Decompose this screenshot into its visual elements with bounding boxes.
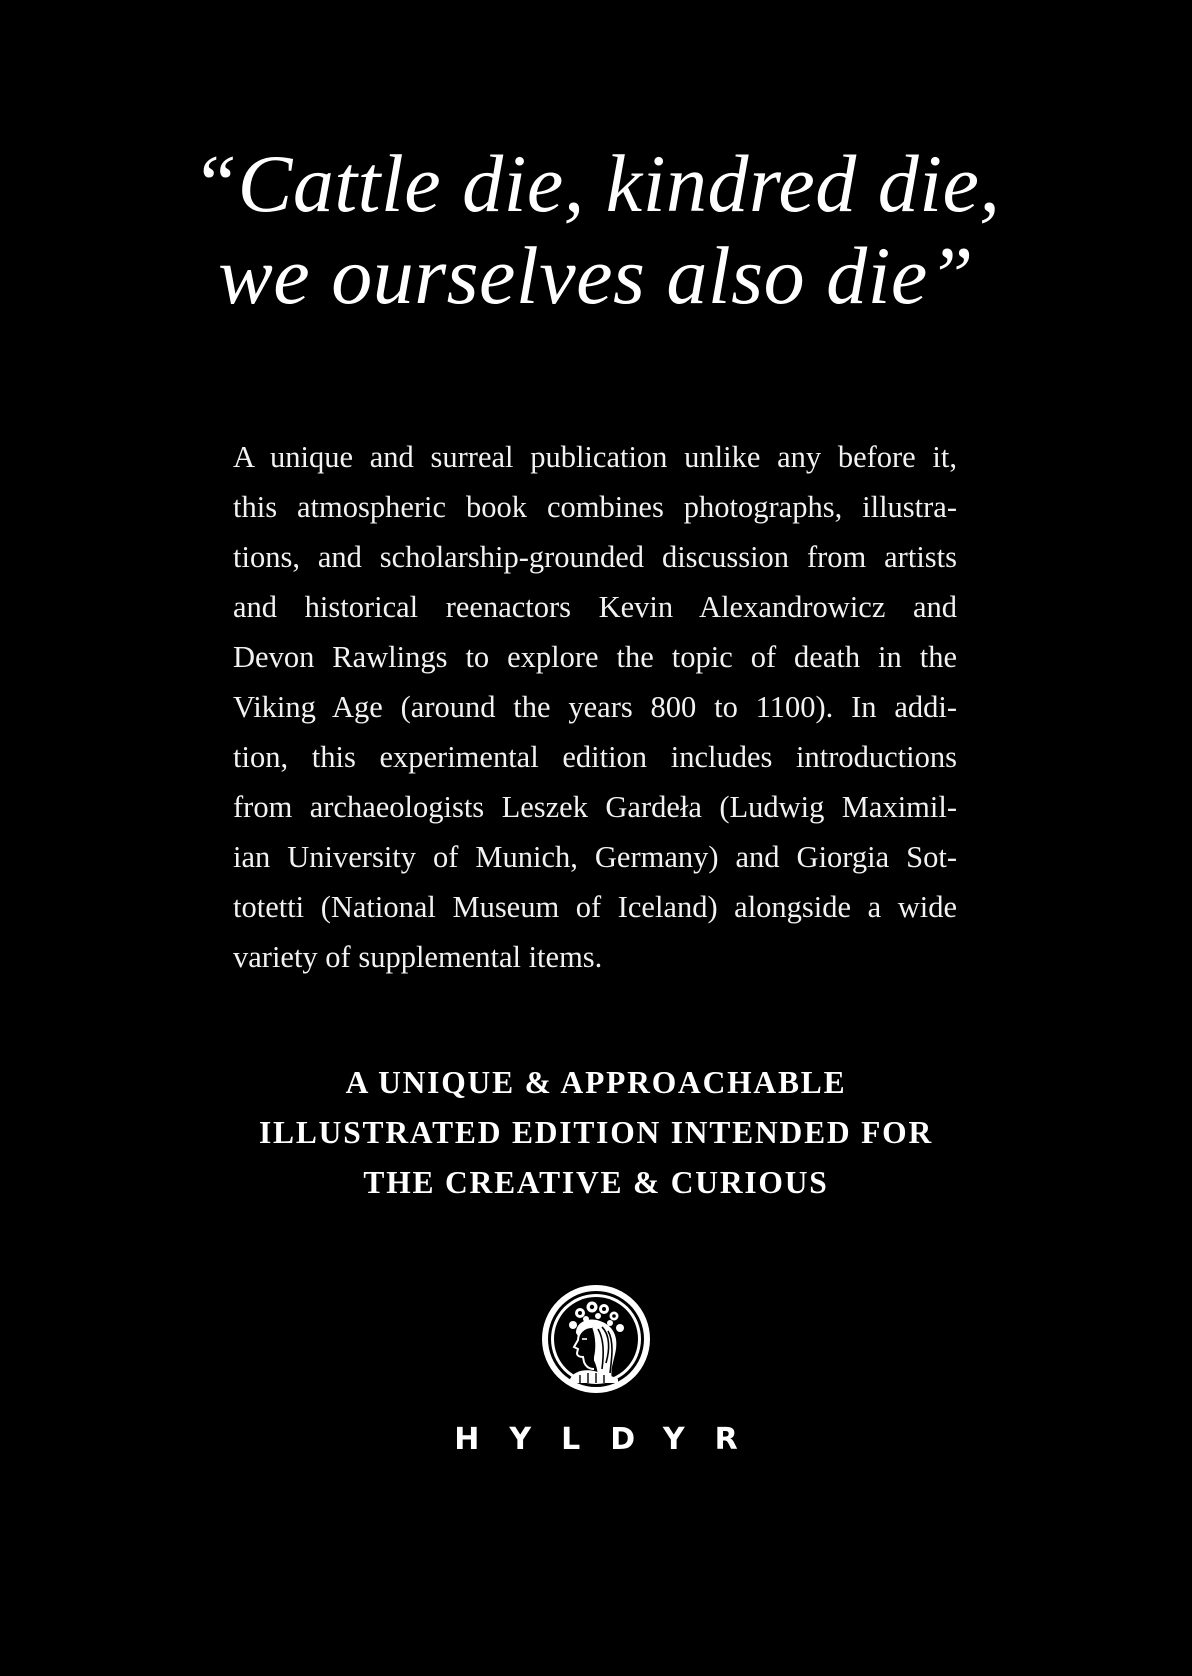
pull-quote-line-2: we ourselves also die” [218, 230, 974, 321]
description-paragraph [233, 432, 957, 982]
woman-profile-emblem-icon [540, 1283, 652, 1395]
description-line: A unique and surreal publication unlike any before it, [233, 440, 957, 474]
pull-quote [0, 138, 1192, 322]
description-line: Viking Age (around the years 800 to 1100). In addi- [233, 690, 957, 724]
description-line: Devon Rawlings to explore the topic of death in the [233, 640, 957, 674]
description-line: totetti (National Museum of Iceland) alongside a wide [233, 890, 957, 924]
description-line: this atmospheric book combines photographs, illustra- [233, 490, 957, 524]
tagline-line-2: ILLUSTRATED EDITION INTENDED FOR [258, 1115, 934, 1150]
description-line: variety of supplemental items. [233, 940, 603, 974]
description-line: from archaeologists Leszek Gardeła (Ludwig Maximil- [233, 790, 957, 824]
tagline-line-1: A UNIQUE & APPROACHABLE [345, 1065, 847, 1100]
description-line: ian University of Munich, Germany) and Giorgia Sot- [233, 840, 957, 874]
pull-quote-line-1: “Cattle die, kindred die, [191, 138, 1001, 229]
description-line: and historical reenactors Kevin Alexandrowicz and [233, 590, 957, 624]
description-line: tions, and scholarship-grounded discussion from artists [233, 540, 957, 574]
description-line: tion, this experimental edition includes introductions [233, 740, 957, 774]
brand-wordmark: HYLDYR [454, 1422, 768, 1457]
tagline-line-3: THE CREATIVE & CURIOUS [363, 1165, 829, 1200]
tagline [0, 1058, 1192, 1208]
